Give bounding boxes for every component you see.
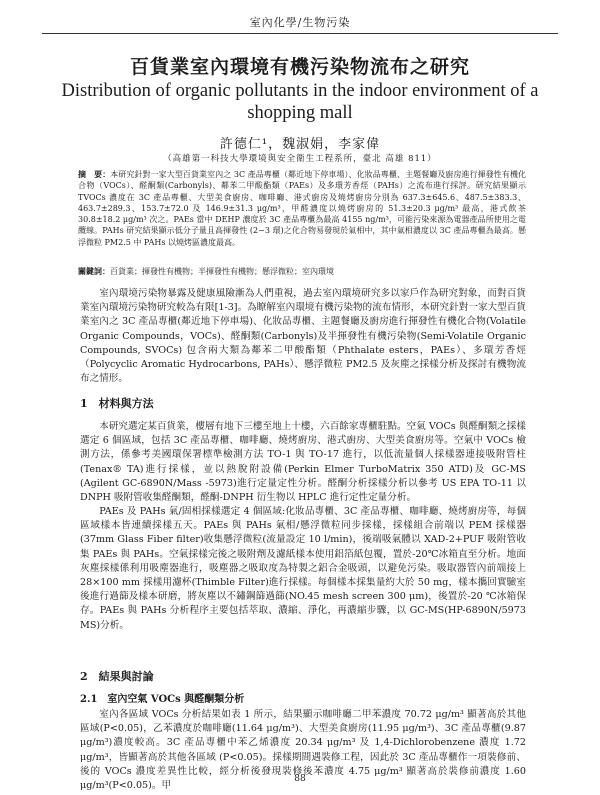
keywords-text: 百貨業；揮發性有機物；半揮發性有機物；懸浮微粒；室內環境 [110,267,334,276]
header-divider [42,33,558,34]
page-number: 88 [294,774,306,784]
english-title: Distribution of organic pollutants in the indoor environment of a shopping mall [61,81,539,123]
results-paragraph: 室內各區域 VOCs 分析結果如表 1 所示，結果顯示咖啡廳二甲苯濃度 70.72 μg/m³ 顯著高於其他區域(P<0.05)，乙苯濃度於咖啡廳(11.64 μg/m³)、大型美食廚房(11.95 μg/m³)、3C 產品專櫃(9.87 μg/m³)濃度較高。3C 產品專櫃中苯乙烯濃度 20.34 μg/m³ 及 1,4-Dichlorobenzene 濃度 1.72 μg/m³，皆顯著高於其他各區域 (P<0.05)。採樣期間遇裝修工程，因此於 3C 產品專櫃作一項裝修前、後的 VOCs 濃度差異性比較，經分析後發現裝修後苯濃度 4.75 μg/m³ 顯著高於裝修前濃度 1.60 μg/m³(P<0.05)。甲 [80,709,526,792]
methods-paragraph-2: PAEs 及 PAHs 氣/固相採樣選定 4 個區域:化妝品專櫃、3C 產品專櫃、咖啡廳、燒烤廚房等，每個區域樣本皆連續採樣五天。PAEs 與 PAHs 氣相/懸浮微粒同步採樣，採樣組合前端以 PEM 採樣器(37mm Glass Fiber filter)收集懸浮微粒(流量設定 10 l/min)，後端吸氣體以 XAD-2+PUF 吸附管收集 PAEs 與 PAHs。空氣採樣完後之吸附劑及濾紙樣本使用鋁箔紙包覆，置於-20℃冰箱直至分析。地面灰塵採樣係利用吸塵器進行，吸塵器之吸取度為特製之鋁合金吸頭，以避免污染。吸取器管內前端接上 28×100 mm 採樣用濾杯(Thimble Filter)進行採樣。每個樣本採集量約大於 50 mg，樣本攜回實驗室後進行過篩及樣本研磨，將灰塵以不鏽鋼篩過篩(NO.45 mesh screen 300 μm)，後置於-20 ℃冰箱保存。PAEs 與 PAHs 分析程序主要包括萃取、濃縮、淨化，再濃縮步驟，以 GC-MS(HP-6890N/5973 MS)分析。 [80,506,526,631]
keywords [78,266,526,277]
affiliation: （高雄第一科技大學環境與安全衛生工程系所，臺北 高雄 811） [163,154,437,164]
intro-paragraph: 室內環境污染物暴露及健康風險漸為人們重視，過去室內環境研究多以家戶作為研究對象，而對百貨業室內環境污染物研究較為有限[1-3]。為瞭解室內環境有機污染物的流布情形，本研究針對一家大型百貨業室內之 3C 產品專櫃(鄰近地下停車場)、化妝品專櫃、主題餐廳及廚房進行揮發性有機化合物(Volatile Organic Compounds，VOCs)、醛酮類(Carbonyls)及半揮發性有機污染物(Semi-Volatile Organic Compounds, SVOCs) 包含兩大類為鄰苯二甲酸酯類（Phthalate esters，PAEs）、多環芳香烴（Polycyclic Aromatic Hydrocarbons, PAHs）、懸浮微粒 PM2.5 及灰塵之採樣分析及探討有機物流布之情形。 [80,288,526,385]
section-1-heading: 1 材料與方法 [80,397,154,410]
authors: 許德仁¹，魏淑娟，李家偉 [219,137,381,152]
section-2-heading: 2 結果與討論 [80,670,154,683]
abstract-label: 摘 要： [78,169,111,179]
abstract [78,169,526,248]
section-2-1-heading: 2.1 室內空氣 VOCs 與醛酮類分析 [80,694,245,705]
abstract-text: 本研究針對一家大型百貨業室內之 3C 產品專櫃（鄰近地下停車場）、化妝品專櫃、主題餐廳及廚房進行揮發性有機化合物（VOCs）、醛酮類(Carbonyls)、鄰苯二甲酸酯類（PAEs）及多環芳香烴（PAHs）之流布進行採評。研究結果顯示 TVOCs 濃度在 3C 產品專櫃、大型美食廚房、咖啡廳、港式廚房及燒烤廚房分別為 637.3±645.6、487.5±383.3、463.7±289.3、153.7±72.0 及 146.9±31.3 μg/m³，甲醛濃度以燒烤廚房的 51.3±20.3 μg/m³ 最高，港式飲茶 30.8±18.2 μg/m³ 次之。PAEs 當中 DEHP 濃度於 3C 產品專櫃為最高 4155 ng/m³，可能污染來源為電器產品所使用之電纜線。PAHs 研究結果顯示低分子量且高揮發性 (2~3 環)之化合物易發現於氣相中，其中氣相濃度以 3C 產品專櫃為最高。懸浮微粒 PM2.5 中 PAHs 以燒烤區濃度最高。 [78,170,527,247]
running-header: 室內化學/生物污染 [249,16,351,29]
keywords-label: 關鍵詞： [78,266,110,276]
methods-paragraph-1: 本研究選定某百貨業，樓層有地下三樓至地上十樓，六百餘家專櫃駐點。空氣 VOCs 與醛酮類之採樣選定 6 個區域，包括 3C 產品專櫃、咖啡廳、燒烤廚房、港式廚房、大型美食廚房等。空氣中 VOCs 檢測方法，係參考美國環保署標準檢測方法 TO-1 與 TO-17 進行，以低流量個人採樣器連接吸附管柱(Tenax® TA)進行採樣，並以熱脫附設備(Perkin Elmer TurboMatrix 350 ATD)及 GC-MS (Agilent GC-6890N/Mass -5973)進行定量定性分析。醛酮分析採樣分析以參考 US EPA TO-11 以 DNPH 吸附管收集醛酮類，醛酮-DNPH 衍生物以 HPLC 進行定性定量分析。 [80,421,526,504]
chinese-title: 百貨業室內環境有機污染物流布之研究 [129,56,470,78]
